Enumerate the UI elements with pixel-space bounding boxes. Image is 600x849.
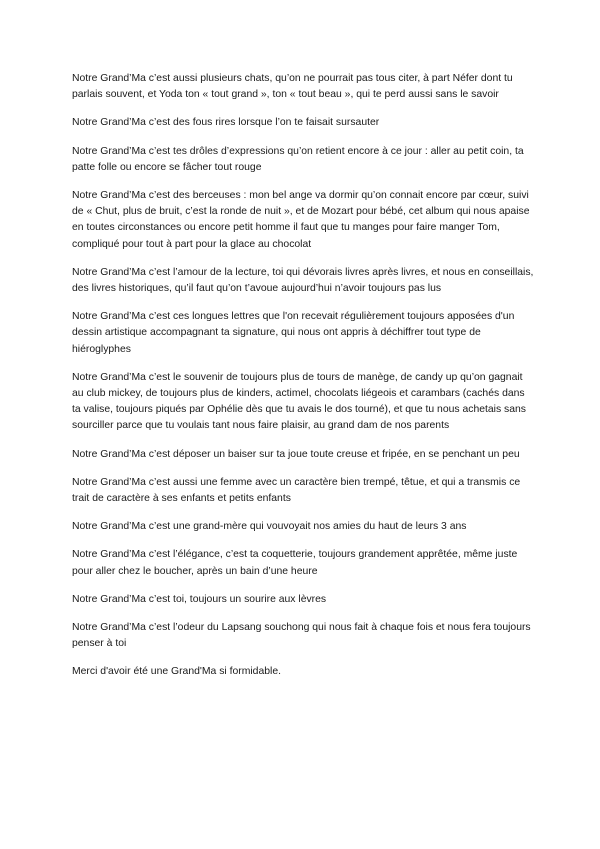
paragraph-cats: Notre Grand’Ma c’est aussi plusieurs chats, qu’on ne pourrait pas tous citer, à part Néfer dont tu parlais souvent, et Yoda ton « tout grand », ton « tout beau », qui te perd aussi sans le savoir xyxy=(72,73,513,101)
paragraph-smile: Notre Grand’Ma c’est toi, toujours un sourire aux lèvres xyxy=(72,593,327,605)
paragraph-lullabies: Notre Grand’Ma c’est des berceuses : mon bel ange va dormir qu’on connait encore par cœur, suivi de « Chut, plus de bruit, c’est la ronde de nuit », et de Mozart pour bébé, cet album qui nous apaise en toutes circonstances ou encore petit homme il faut que tu manges pour faire manger Tom, compliqué pour tout à part pour la glace au chocolat xyxy=(72,190,530,250)
paragraph-character: Notre Grand’Ma c’est aussi une femme avec un caractère bien trempé, têtue, et qui a transmis ce trait de caractère à ses enfants et petits enfants xyxy=(72,476,521,505)
paragraph-elegance: Notre Grand’Ma c’est l’élégance, c’est ta coquetterie, toujours grandement apprêtée, même juste pour aller chez le boucher, après un bain d’une heure xyxy=(72,549,518,577)
paragraph-tea: Notre Grand’Ma c’est l’odeur du Lapsang souchong qui nous fait à chaque fois et nous fera toujours penser à toi xyxy=(72,622,531,650)
paragraph-kiss: Notre Grand’Ma c’est déposer un baiser sur ta joue toute creuse et fripée, en se penchant un peu xyxy=(72,448,520,460)
paragraph-memories: Notre Grand’Ma c’est le souvenir de toujours plus de tours de manège, de candy up qu’on gagnait au club mickey, de toujours plus de kinders, actimel, chocolats liégeois et carambars (cachés dans ta valise, toujours piqués par Ophélie dès que tu avais le dos tourné), et que tu nous achetais sans sourciller parce que tu voulais tant nous faire plaisir, au grand dam de nos parents xyxy=(72,371,527,432)
document-page xyxy=(72,71,534,693)
paragraph-thanks: Merci d'avoir été une Grand'Ma si formidable. xyxy=(72,666,281,678)
paragraph-laughs: Notre Grand’Ma c’est des fous rires lorsque l’on te faisait sursauter xyxy=(72,117,380,129)
paragraph-vouvoiement: Notre Grand’Ma c’est une grand-mère qui vouvoyait nos amies du haut de leurs 3 ans xyxy=(72,521,467,533)
paragraph-reading: Notre Grand’Ma c’est l’amour de la lecture, toi qui dévorais livres après livres, et nous en conseillais, des livres historiques, qu’il faut qu’on t’avoue aujourd’hui n’avoir toujours pas lus xyxy=(72,266,534,295)
paragraph-expressions: Notre Grand’Ma c’est tes drôles d’expressions qu’on retient encore à ce jour : aller au petit coin, ta patte folle ou encore se fâcher tout rouge xyxy=(72,145,524,173)
paragraph-letters: Notre Grand’Ma c’est ces longues lettres que l'on recevait régulièrement toujours apposées d'un dessin artistique accompagnant ta signature, qui nous ont appris à déchiffrer tout type de hiéroglyphes xyxy=(72,311,515,355)
